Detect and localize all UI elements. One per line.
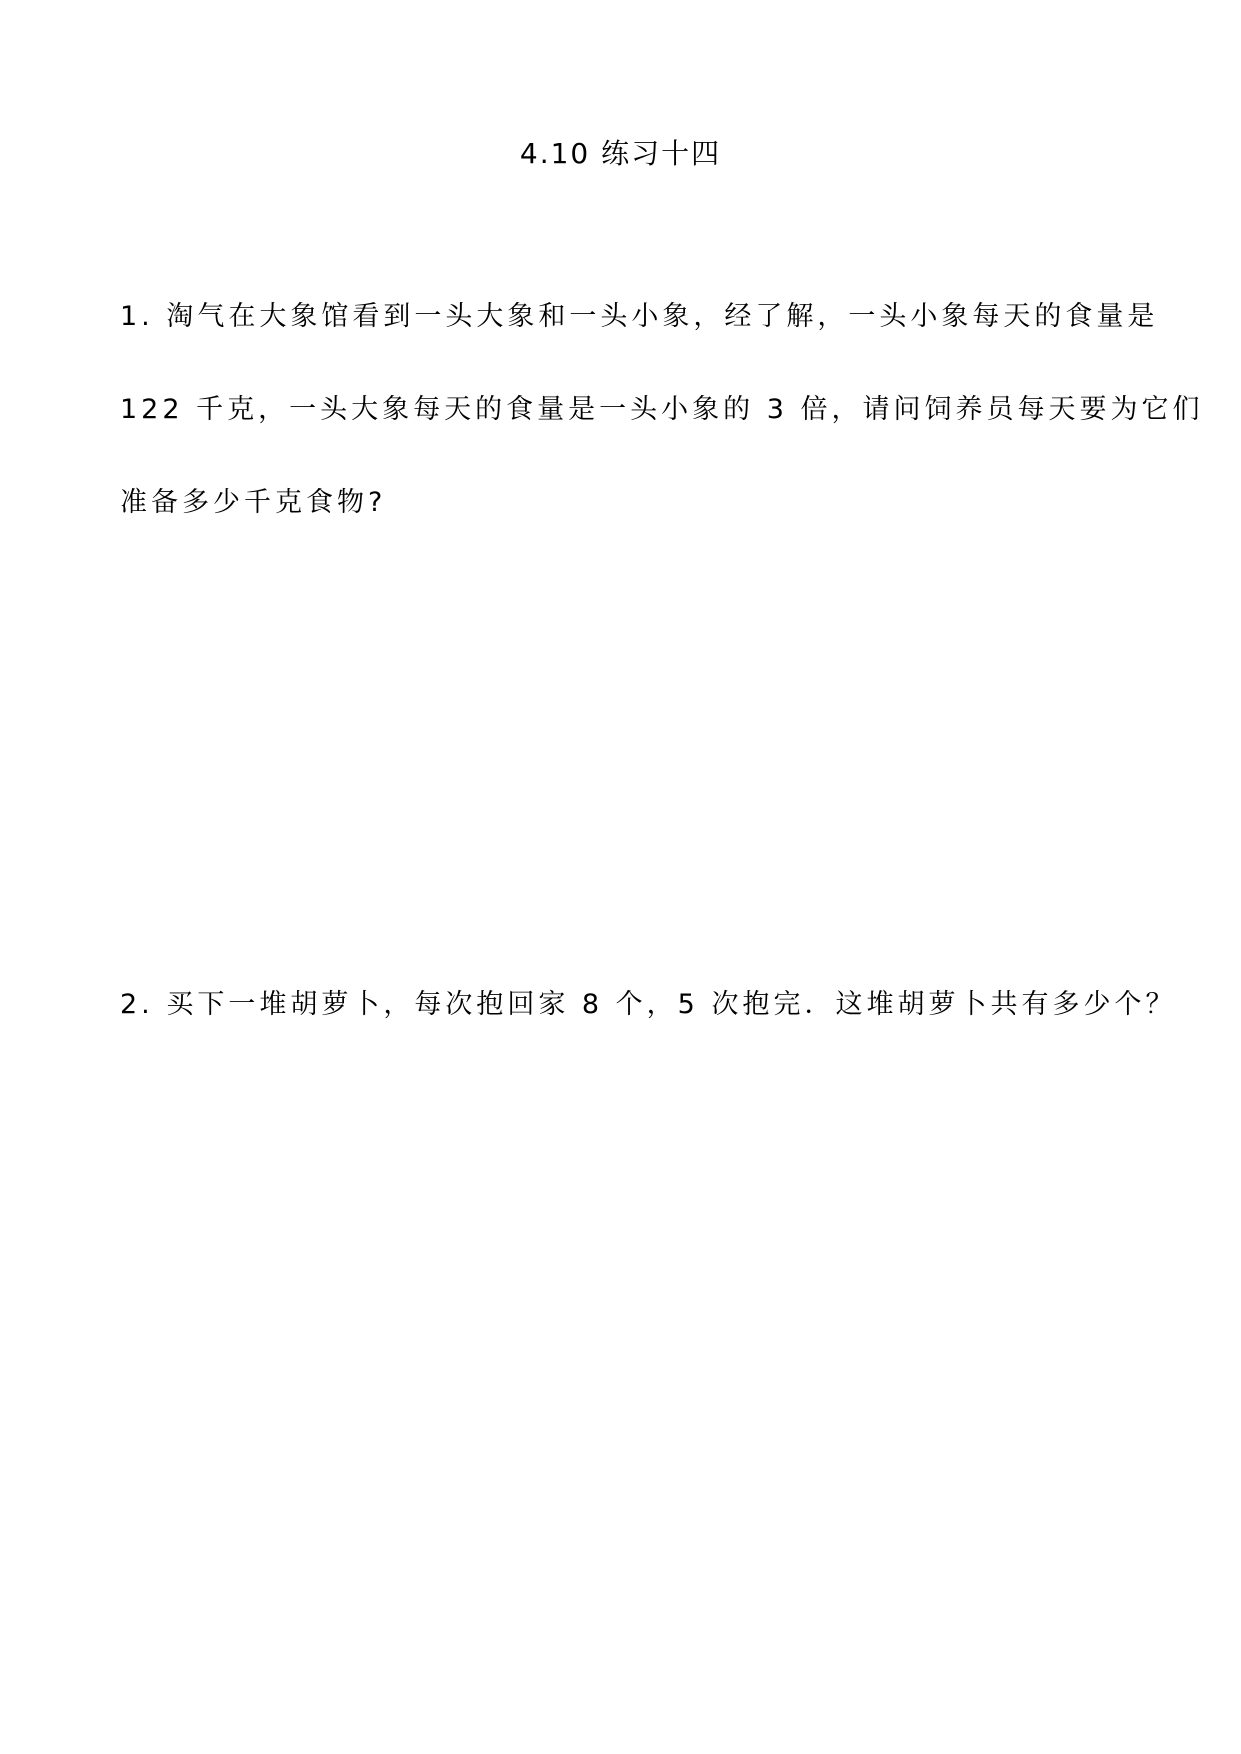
question-1-line-1: 1. 淘气在大象馆看到一头大象和一头小象，经了解，一头小象每天的食量是 [120, 301, 1159, 332]
question-2 [120, 985, 1177, 1025]
question-1 [120, 297, 1204, 523]
page-title: 4.10 练习十四 [519, 137, 722, 170]
question-1-line-3: 准备多少千克食物? [120, 487, 387, 518]
question-1-line-2: 122 千克，一头大象每天的食量是一头小象的 3 倍，请问饲养员每天要为它们 [120, 394, 1204, 425]
question-2-line-1: 2. 买下一堆胡萝卜，每次抱回家 8 个，5 次抱完．这堆胡萝卜共有多少个？ [120, 989, 1177, 1020]
